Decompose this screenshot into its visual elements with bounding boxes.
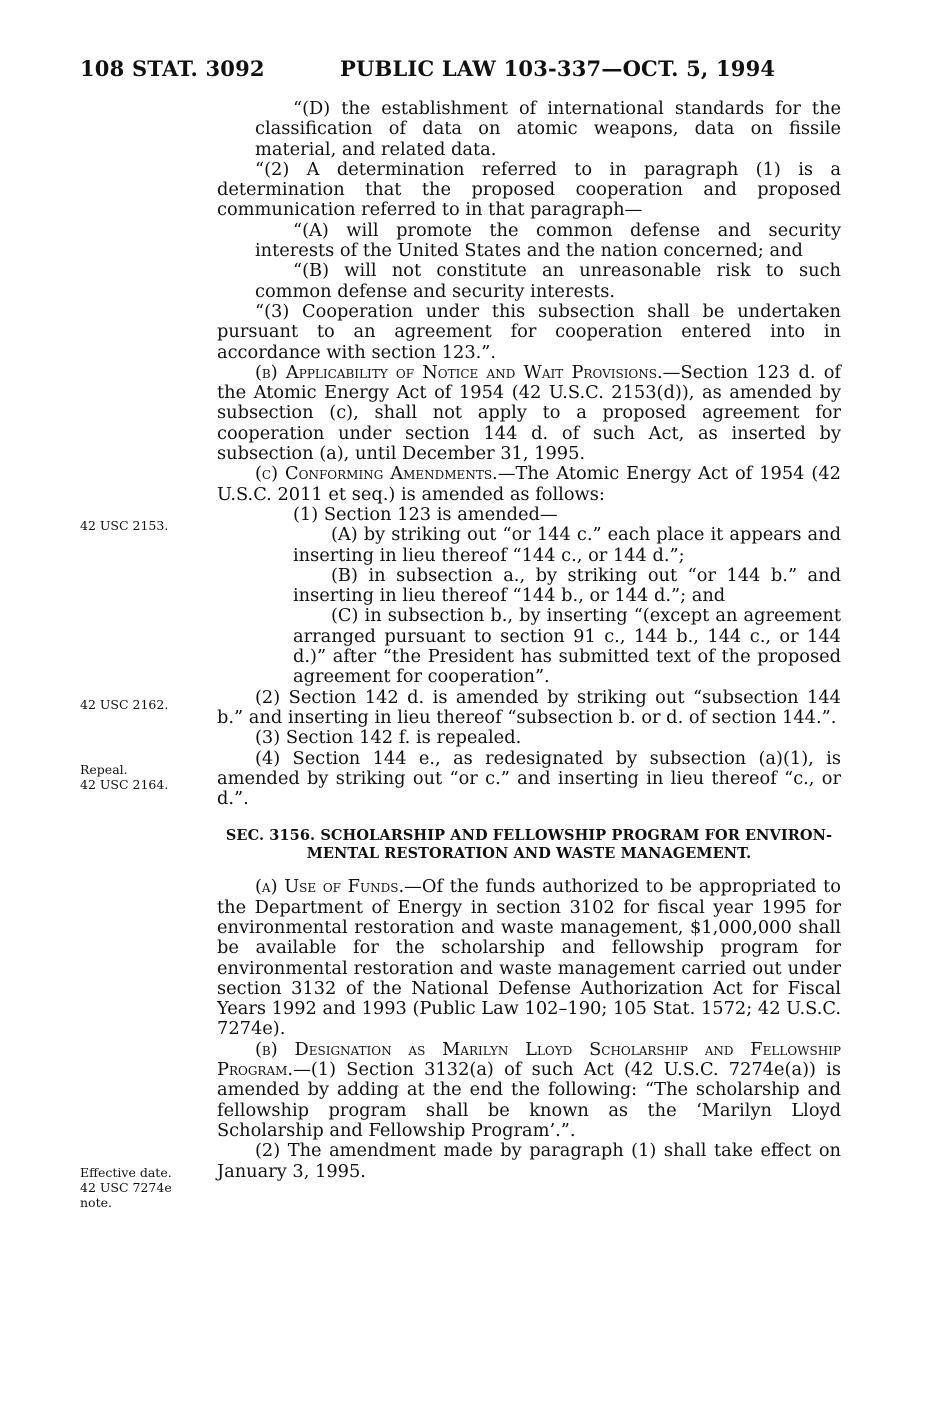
subsection-c-text: —The Atomic Energy Act of 1954 (42 U.S.C. 2011 et seq.) is amended as follows: [217, 463, 841, 505]
subsection-a-text: —Of the funds authorized to be appropriated to the Department of Energy in section 3102 for fiscal year 1995 for environmental restoration and waste management, $1,000,000 shall be available for the scholarship and fellowship program for environmental restoration and waste management carried out under section 3132 of the National Defense Authorization Act for Fiscal Years 1992 and 1993 (Public Law 102–190; 105 Stat. 1572; 42 U.S.C. 7274e). [217, 876, 841, 1040]
section-3156-subsection-b [217, 1040, 841, 1141]
paragraph-c4: (4) Section 144 e., as redesignated by subsection (a)(1), is amended by striking out “or c.” and inserting in lieu thereof “c., or d.”. [217, 747, 841, 810]
subsection-a-heading: (a) Use of Funds. [255, 876, 405, 898]
section-3156-heading [217, 827, 841, 863]
subsection-b [217, 363, 841, 464]
margin-note-effective-date: Effective date. [80, 1165, 172, 1180]
subsection-c-heading: (c) Conforming Amendments. [255, 463, 498, 485]
margin-note-usc-2164: 42 USC 2164. [80, 777, 169, 792]
subsection-c [217, 464, 841, 505]
subsection-b-heading: (b) Applicability of Notice and Wait Provisions. [255, 361, 663, 383]
margin-note-repeal: Repeal. [80, 762, 128, 777]
paragraph-c3: (3) Section 142 f. is repealed. [255, 727, 522, 749]
subsection-b-designation-heading: (b) Designation as Marilyn Lloyd Scholarship and Fellowship Program. [217, 1038, 841, 1081]
section-3156-paragraph-b2: (2) The amendment made by paragraph (1) shall take effect on January 3, 1995. [217, 1140, 841, 1182]
subsection-b-text: —Section 123 d. of the Atomic Energy Act of 1954 (42 U.S.C. 2153(d)), as amended by subsection (c), shall not apply to a proposed agreement for cooperation under section 144 d. of such Act, as inserted by subsection (a), until December 31, 1995. [217, 361, 841, 465]
page-stat-reference: 108 STAT. 3092 [80, 56, 265, 81]
subsection-b-designation-text: —(1) Section 3132(a) of such Act (42 U.S.C. 7274e(a)) is amended by adding at the end the following: “The scholarship and fellowship program shall be known as the ‘Marilyn Lloyd Scholarship and Fellowship Program’.”. [217, 1059, 841, 1141]
margin-note-note: note. [80, 1195, 112, 1210]
margin-note-usc-2162: 42 USC 2162. [80, 697, 169, 712]
statute-body [217, 99, 841, 1182]
paragraph-c2: (2) Section 142 d. is amended by striking out “subsection 144 b.” and inserting in lieu thereof “subsection b. or d. of section 144.”. [217, 686, 841, 728]
margin-note-usc-7274e: 42 USC 7274e [80, 1180, 172, 1195]
paragraph-c1b: (B) in subsection a., by striking out “or 144 b.” and inserting in lieu thereof “144 b., or 144 d.”; and [293, 564, 841, 607]
paragraph-c1a: (A) by striking out “or 144 c.” each place it appears and inserting in lieu thereof “144 c., or 144 d.”; [293, 524, 841, 566]
paragraph-d: “(D) the establishment of international standards for the classification of data on atomic weapons, data on fissile material, and related data. [255, 98, 841, 160]
paragraph-c1: (1) Section 123 is amended— [293, 503, 558, 525]
paragraph-c1c: (C) in subsection b., by inserting “(except an agreement arranged pursuant to section 91 c., 144 b., 144 c., or 144 d.)” after “the President has submitted text of the proposed agreement for cooperation”. [293, 605, 841, 688]
paragraph-2b: “(B) will not constitute an unreasonable risk to such common defense and security interests. [255, 260, 841, 302]
section-heading-line-2: MENTAL RESTORATION AND WASTE MANAGEMENT. [306, 845, 752, 863]
paragraph-2a: “(A) will promote the common defense and security interests of the United States and the nation concerned; and [255, 219, 841, 262]
margin-note-usc-2153: 42 USC 2153. [80, 518, 169, 533]
page-running-title: PUBLIC LAW 103-337—OCT. 5, 1994 [340, 56, 776, 81]
section-heading-line-1: SEC. 3156. SCHOLARSHIP AND FELLOWSHIP PROGRAM FOR ENVIRON- [225, 827, 833, 845]
paragraph-2: “(2) A determination referred to in paragraph (1) is a determination that the proposed cooperation and proposed communication referred to in that paragraph— [217, 158, 841, 221]
section-3156-subsection-a [217, 877, 841, 1039]
paragraph-3: “(3) Cooperation under this subsection shall be undertaken pursuant to an agreement for cooperation entered into in accordance with section 123.”. [217, 300, 841, 363]
